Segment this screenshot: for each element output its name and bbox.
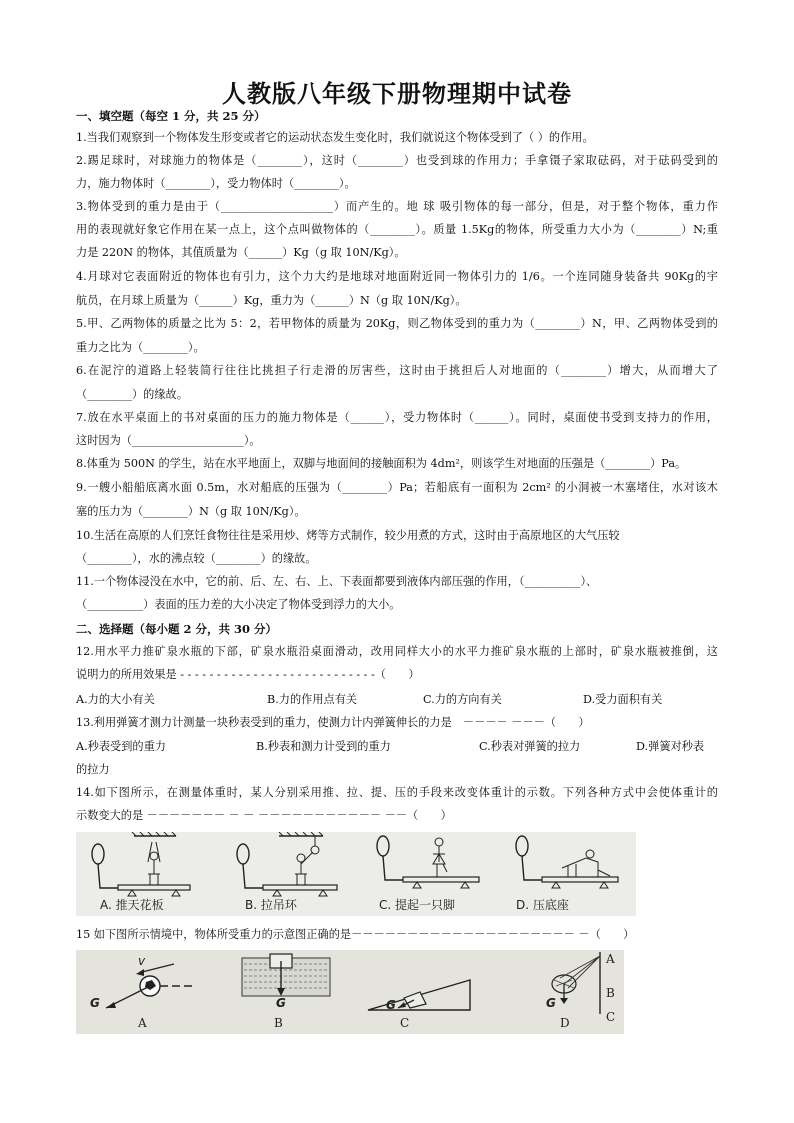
q3-line3: 力是 220N 的物体，其值质量为（______）Kg（g 取 10N/Kg）。 [76, 246, 406, 259]
q5-line2: 重力之比为（________）。 [76, 341, 205, 354]
q14-fig-b [219, 832, 366, 916]
q3-line1: 3.物体受到的重力是由于（____________________）而产生的。地 球 吸引物体的每一部分，但是，对于整个物体，重力作 [76, 200, 718, 213]
q4-line2: 航员，在月球上质量为（______）Kg，重力为（______）N（g 取 10N/Kg）。 [76, 294, 467, 307]
q15-a-g-label: G [90, 996, 100, 1010]
q15-label-b: B [274, 1016, 283, 1030]
q2-line1: 2.踢足球时，对球施力的物体是（________），这时（________）也受到球的作用力；手拿镊子家取砝码，对于砝码受到的 [76, 154, 718, 167]
q15-b-g-label: G [276, 996, 286, 1010]
q4-line1: 4.月球对它表面附近的物体也有引力，这个力大约是地球对地面附近同一物体引力的 1/6。一个连同随身装备共 90Kg的宇 [76, 270, 718, 283]
q12-option-a: A.力的大小有关 [76, 693, 155, 706]
q2-line2: 力，施力物体时（________），受力物体时（________）。 [76, 177, 356, 190]
q9-line2: 塞的压力为（________）N（g 取 10N/Kg）。 [76, 505, 306, 518]
q14-line1: 14.如下图所示，在测量体重时，某人分别采用推、拉、提、压的手段来改变体重计的示数。下列各种方式中会使体重计的 [76, 786, 718, 799]
q10-line2: （________），水的沸点较（________）的缘故。 [76, 552, 317, 565]
q1-line: 1.当我们观察到一个物体发生形变或者它的运动状态发生变化时，我们就说这个物体受到了（ ）的作用。 [76, 131, 594, 144]
q5-line1: 5.甲、乙两物体的质量之比为 5：2，若甲物体的质量为 20Kg，则乙物体受到的重力为（________）N，甲、乙两物体受到的 [76, 317, 718, 330]
q13-option-d: D.弹簧对秒表 [636, 740, 705, 753]
q14-caption-a: A. 推天花板 [100, 898, 164, 912]
q15-c-g-label: G [386, 998, 396, 1012]
page-title: 人教版八年级下册物理期中试卷 [222, 79, 572, 108]
q12-option-d: D.受力面积有关 [583, 693, 663, 706]
q13-option-b: B.秒表和测力计受到的重力 [256, 740, 391, 753]
q15-d-point-c: C [606, 1010, 616, 1024]
q13-option-d-cont: 的拉力 [76, 763, 110, 776]
q13-line1: 13.利用弹簧才测力计测量一块秒表受到的重力，使测力计内弹簧伸长的力是 －－－－ －－－（ ） [76, 716, 590, 729]
q15-label-a: A [138, 1016, 147, 1030]
q15-d-point-b: B [606, 986, 615, 1000]
q6-line1: 6.在泥泞的道路上轻装简行往往比挑担子行走滑的厉害些，这时由于挑担后人对地面的（________）增大，从而增大了 [76, 364, 718, 377]
q12-option-c: C.力的方向有关 [423, 693, 502, 706]
q14-fig-d [502, 832, 636, 916]
q15-d-point-a: A [606, 952, 615, 966]
q15-fig-a [76, 950, 210, 1034]
q14-caption-c: C. 提起一只脚 [379, 898, 456, 912]
q9-line1: 9.一艘小船船底离水面 0.5m，水对船底的压强为（________）Pa；若船底有一面积为 2cm² 的小洞被一木塞堵住，水对该木 [76, 481, 718, 494]
q12-line2: 说明力的所用效果是 - - - - - - - - - - - - - - - - - - - - - - - - - - -（ ） [76, 668, 420, 681]
q15-figure [76, 950, 624, 1034]
q14-line2: 示数变大的是 －－－－－－－ － － －－－－－－－－－－－ －－（ ） [76, 809, 452, 822]
q14-fig-c [365, 832, 503, 916]
q15-fig-c-drawing [354, 950, 498, 1034]
q14-caption-d: D. 压底座 [516, 898, 569, 912]
q15-a-velocity-label: v [138, 954, 146, 968]
q13-option-c: C.秒表对弹簧的拉力 [479, 740, 581, 753]
q15-label-c: C [400, 1016, 410, 1030]
q14-fig-a [76, 832, 220, 916]
q15-label-d: D [560, 1016, 570, 1030]
q11-line2: （__________）表面的压力差的大小决定了物体受到浮力的大小。 [76, 598, 401, 611]
q12-line1: 12.用水平力推矿泉水瓶的下部，矿泉水瓶沿桌面滑动，改用同样大小的水平力推矿泉水瓶的上部时，矿泉水瓶被推倒，这 [76, 645, 718, 658]
q7-line1: 7.放在水平桌面上的书对桌面的压力的施力物体是（______），受力物体时（______）。同时，桌面使书受到支持力的作用， [76, 411, 718, 424]
q15-d-g-label: G [546, 996, 556, 1010]
q15-line1: 15 如下图所示情境中，物体所受重力的示意图正确的是－－－－－－－－－－－－－－－－－－－－ －（ ） [76, 928, 635, 941]
q8-line: 8.体重为 500N 的学生，站在水平地面上，双脚与地面间的接触面积为 4dm²，则该学生对地面的压强是（________）Pa。 [76, 457, 687, 470]
q14-caption-b: B. 拉吊环 [245, 898, 297, 912]
q15-fig-d [498, 950, 624, 1034]
q10-line1: 10.生活在高原的人们烹饪食物往往是采用炒、烤等方式制作，较少用煮的方式，这时由于高原地区的大气压较 [76, 529, 620, 542]
q15-fig-c [354, 950, 498, 1034]
q3-line2: 用的表现就好象它作用在某一点上，这个点叫做物体的（________）。质量 1.5Kg的物体，所受重力大小为（________）N;重 [76, 223, 718, 236]
q14-figure [76, 832, 636, 916]
section-heading-choice: 二、选择题（每小题 2 分，共 30 分） [76, 622, 278, 636]
q12-option-b: B.力的作用点有关 [267, 693, 358, 706]
q15-fig-b [210, 950, 354, 1034]
q11-line1: 11.一个物体浸没在水中，它的前、后、左、右、上、下表面都要到液体内部压强的作用，（__________）、 [76, 575, 598, 588]
section-heading-fill-in: 一、填空题（每空 1 分，共 25 分） [76, 109, 266, 123]
q7-line2: 这时因为（____________________）。 [76, 434, 261, 447]
q13-option-a: A.秒表受到的重力 [76, 740, 166, 753]
q6-line2: （________）的缘故。 [76, 388, 188, 401]
